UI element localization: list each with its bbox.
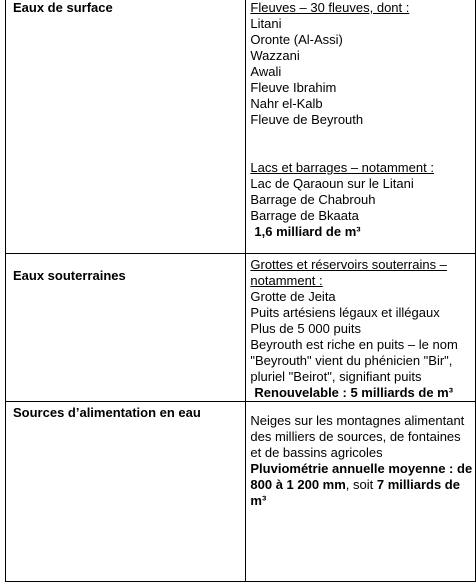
beirut-wells-note: Beyrouth est riche en puits – le nom "Beyrouth" vient du phénicien "Bir", pluriel "Beirot", signifiant puits bbox=[250, 337, 458, 384]
list-item: Barrage de Chabrouh bbox=[250, 192, 376, 207]
rainfall-text bbox=[250, 461, 475, 509]
table-row bbox=[6, 402, 476, 582]
list-item: Fleuve de Beyrouth bbox=[250, 112, 364, 127]
list-item: Litani bbox=[250, 16, 282, 31]
list-item: Plus de 5 000 puits bbox=[250, 321, 361, 336]
groundwater-heading: Grottes et réservoirs souterrains – notamment : bbox=[250, 257, 447, 288]
list-item: Wazzani bbox=[250, 48, 300, 63]
table-row bbox=[6, 0, 476, 254]
row-content bbox=[246, 0, 476, 254]
list-item: Nahr el-Kalb bbox=[250, 96, 323, 111]
table-row bbox=[6, 254, 476, 402]
rainfall-total: 7 milliards de m³ bbox=[250, 477, 460, 508]
spacer bbox=[250, 128, 475, 144]
row-category: Eaux souterraines bbox=[6, 254, 246, 402]
row-content bbox=[246, 402, 476, 582]
rainfall-average: Pluviométrie annuelle moyenne : de 800 à 1 200 mm bbox=[250, 461, 473, 492]
surface-total: 1,6 milliard de m³ bbox=[254, 224, 361, 239]
snow-sources-text: Neiges sur les montagnes alimentant des milliers de sources, de fontaines et de bassins agricoles bbox=[250, 413, 465, 460]
row-category: Eaux de surface bbox=[6, 0, 246, 254]
list-item: Lac de Qaraoun sur le Litani bbox=[250, 176, 414, 191]
list-item: Barrage de Bkaata bbox=[250, 208, 359, 223]
groundwater-total: Renouvelable : 5 milliards de m³ bbox=[254, 385, 454, 400]
lakes-heading: Lacs et barrages – notamment : bbox=[250, 160, 434, 175]
list-item: Fleuve Ibrahim bbox=[250, 80, 337, 95]
spacer bbox=[250, 144, 475, 160]
list-item: Puits artésiens légaux et illégaux bbox=[250, 305, 440, 320]
row-category: Sources d’alimentation en eau bbox=[6, 402, 246, 582]
rainfall-separator: , soit bbox=[345, 477, 377, 492]
list-item: Grotte de Jeita bbox=[250, 289, 336, 304]
row-content bbox=[246, 254, 476, 402]
list-item: Awali bbox=[250, 64, 282, 79]
rivers-heading: Fleuves – 30 fleuves, dont : bbox=[250, 0, 410, 15]
list-item: Oronte (Al-Assi) bbox=[250, 32, 343, 47]
water-resources-table bbox=[5, 0, 476, 582]
